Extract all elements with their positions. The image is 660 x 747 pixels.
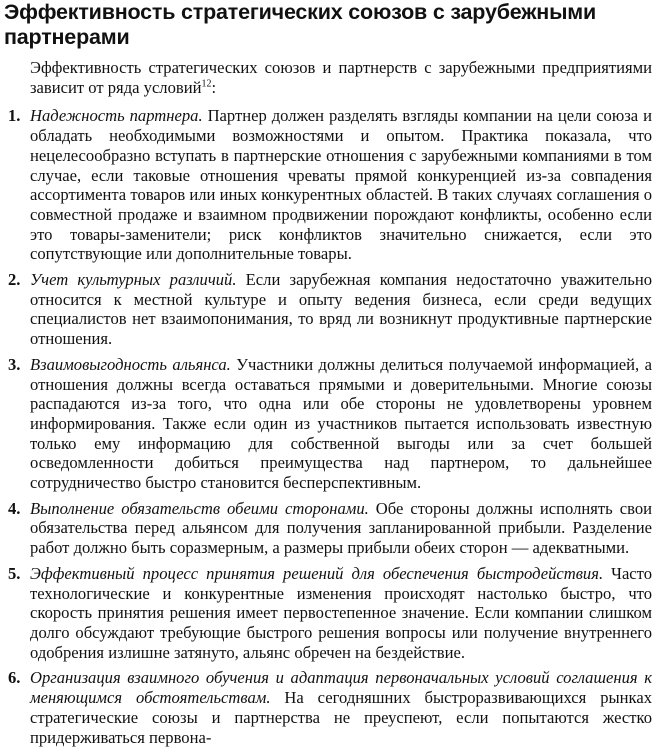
intro-text: Эффективность стратегических союзов и партнерств с зарубежными предприятиями зависит от ряда условий — [30, 58, 652, 97]
item-lead: Взаимовыгодность альянса. — [30, 354, 231, 374]
item-lead: Надежность партнера. — [30, 106, 203, 126]
intro-tail: : — [211, 77, 217, 97]
item-number: 6. — [8, 668, 21, 688]
list-item — [0, 355, 660, 493]
list-item — [0, 106, 660, 264]
list-item — [0, 270, 660, 349]
item-text: Часто технологические и конкурентные изменения происходят настолько быстро, что скорость принятия решения имеет первостепенное значение. Если компании слишком долго обсуждают требующие быстрого решения вопросы или получение внутреннего одобрения излишне затянуто, альянс обречен на бездействие. — [30, 563, 653, 662]
document-body — [0, 58, 660, 747]
intro-paragraph — [30, 58, 652, 97]
item-text: На сегодняшних быстроразвивающихся рынках стратегические союзы и партнерства не преуспеют, если попытаются жестко придерживаться первона- — [30, 688, 652, 747]
conditions-list — [0, 106, 660, 747]
item-lead: Выполнение обязательств обеими сторонами. — [30, 498, 369, 518]
list-item — [0, 564, 660, 663]
item-lead: Организация взаимного обучения и адаптация первоначальных условий соглашения к меняющимся обстоятельствам. — [30, 668, 652, 708]
list-item — [0, 499, 660, 558]
item-number: 1. — [8, 106, 21, 126]
item-text: Участники должны делиться получаемой информацией, а отношения должны всегда оставаться прямыми и доверительными. Многие союзы распадаются из-за того, что одна или обе стороны не удовлетворены уровнем информирования. Также если один из участников пытается использовать известную только ему информацию для собственной выгоды или за счет большей осведомленности добиться преимущества над партнером, то дальнейшее сотрудничество быстро становится бесперспективным. — [30, 354, 653, 493]
item-number: 2. — [8, 270, 21, 290]
list-item — [0, 668, 660, 747]
item-lead: Учет культурных различий. — [30, 270, 237, 290]
item-text: Партнер должен разделять взгляды компании на цели союза и обладать необходимыми возможностями и опытом. Практика показала, что нецелесообразно вступать в партнерские отношения с зарубежными компаниями в том случае, если таковые отношения чреваты прямой конкуренцией из-за совпадения ассортимента товаров или иных конкурентных областей. В таких случаях соглашения о совместной продаже и взаимном продвижении порождают конфликты, особенно если это товары-заменители; риск конфликтов значительно снижается, если это сопутствующие или дополнительные товары. — [30, 106, 652, 264]
item-number: 5. — [8, 563, 21, 583]
item-lead: Эффективный процесс принятия решений для обеспечения быстродействия. — [30, 563, 604, 583]
item-number: 3. — [8, 354, 21, 374]
item-text: Обе стороны должны исполнять свои обязательства перед альянсом для получения запланированной прибыли. Разделение работ должно быть соразмерным, а размеры прибыли обеих сторон — адекватными. — [30, 498, 652, 558]
item-text: Если зарубежная компания недостаточно уважительно относится к местной культуре и опыту ведения бизнеса, если среди ведущих специалистов нет взаимопонимания, то вряд ли возникнут продуктивные партнерские отношения. — [30, 270, 652, 349]
page-title: Эффективность стратегических союзов с зарубежными партнерами — [4, 0, 596, 49]
footnote-reference: 12 — [201, 78, 212, 90]
item-number: 4. — [8, 498, 21, 518]
